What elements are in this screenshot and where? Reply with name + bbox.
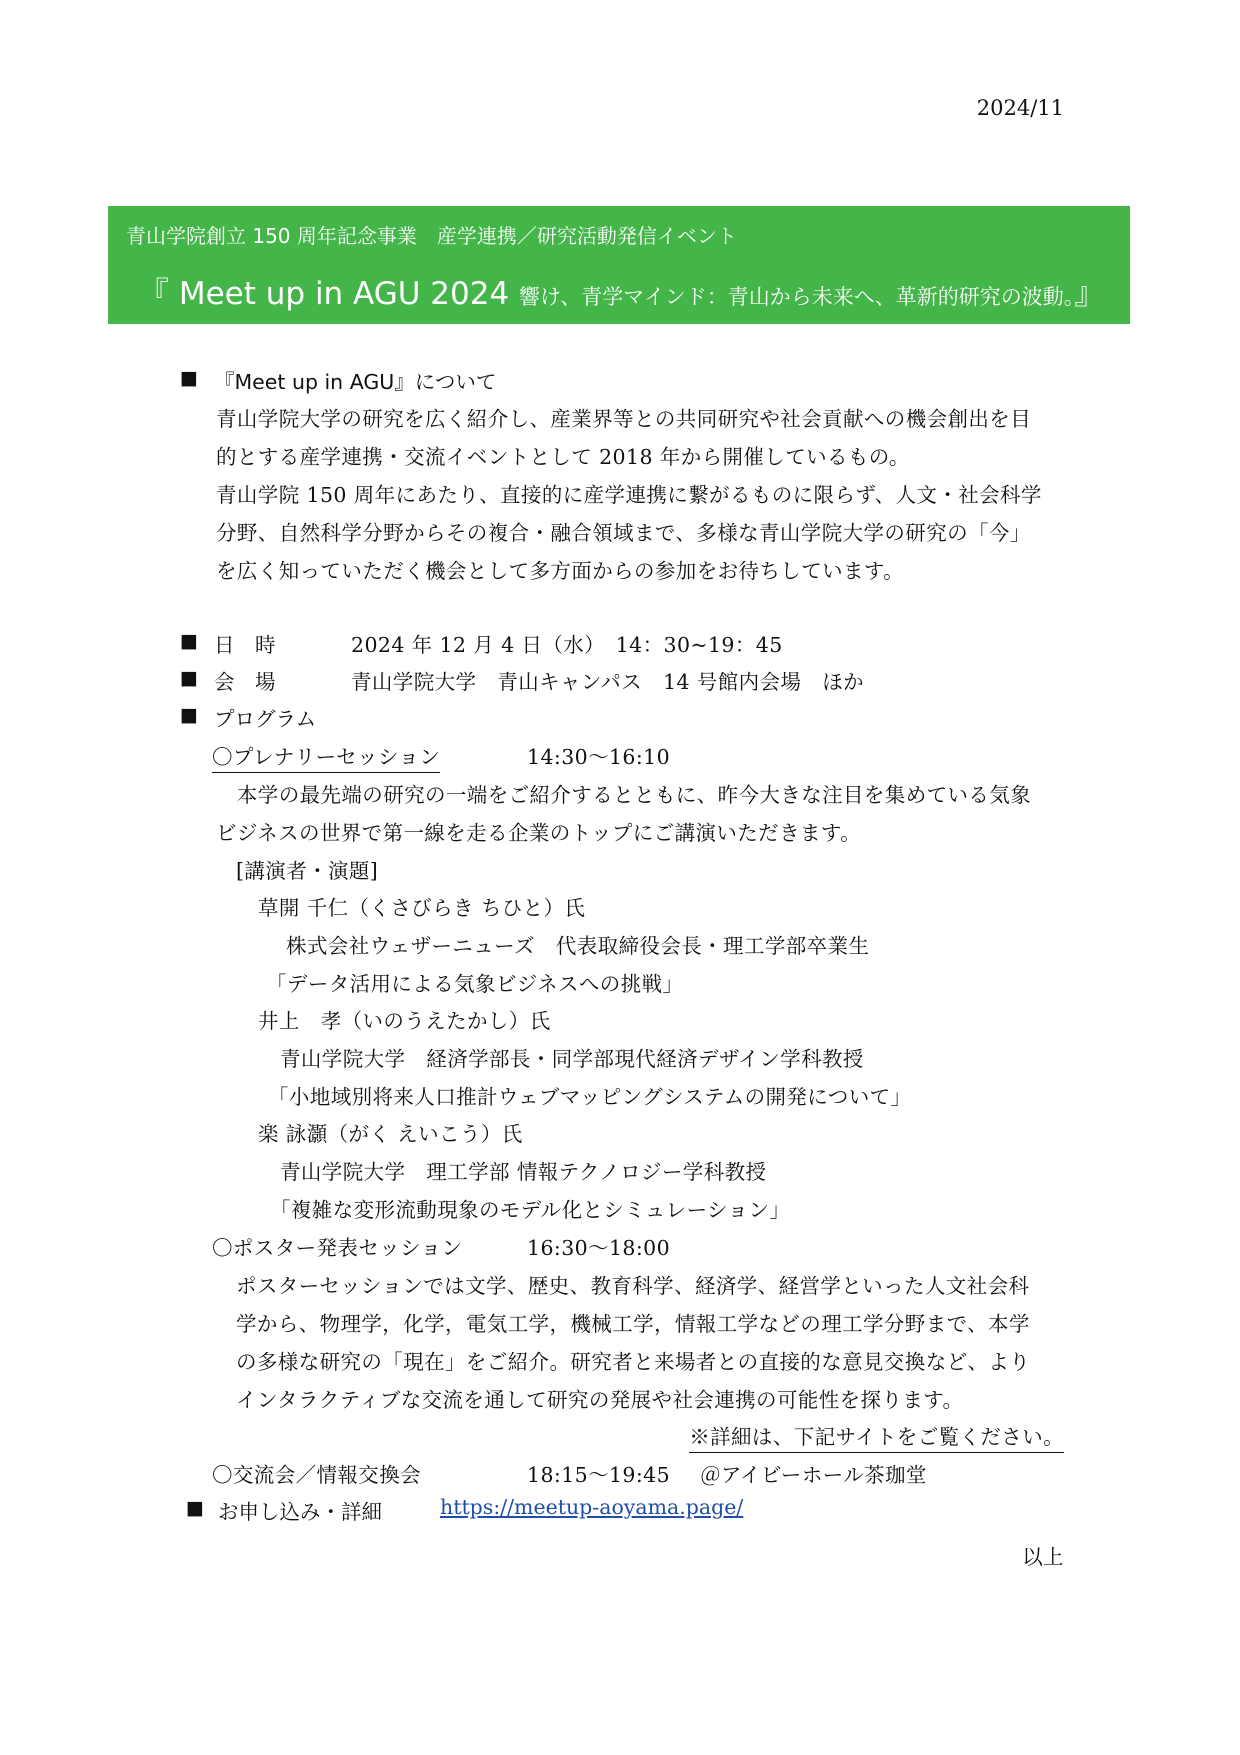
- square-bullet-icon: ■: [180, 667, 198, 689]
- closing-text: 以上: [1022, 1545, 1064, 1569]
- about-line: 分野、自然科学分野からその複合・融合領域まで、多様な青山学院大学の研究の「今」: [216, 521, 1031, 545]
- title-tagline: 響け、青学マインド：青山から未来へ、革新的研究の波動。: [519, 285, 1075, 309]
- banner-subtitle: 青山学院創立 150 周年記念事業 産学連携／研究活動発信イベント: [126, 224, 737, 248]
- speaker-topic: 「小地域別将来人口推計ウェブマッピングシステムの開発について」: [268, 1085, 912, 1109]
- poster-desc-line: 学から、物理学，化学，電気工学，機械工学，情報工学などの理工学分野まで、本学: [236, 1312, 1030, 1336]
- poster-session-title: 〇ポスター発表セッション: [212, 1236, 463, 1260]
- square-bullet-icon: ■: [186, 1497, 204, 1519]
- about-heading: 『Meet up in AGU』について: [214, 370, 497, 394]
- square-bullet-icon: ■: [180, 367, 198, 389]
- apply-link[interactable]: https://meetup-aoyama.page/: [440, 1495, 744, 1519]
- speaker-affiliation: 青山学院大学 経済学部長・同学部現代経済デザイン学科教授: [280, 1047, 864, 1071]
- poster-desc-line: インタラクティブな交流を通して研究の発展や社会連携の可能性を探ります。: [236, 1388, 964, 1412]
- plenary-desc-line: 本学の最先端の研究の一端をご紹介するとともに、昨今大きな注目を集めている気象: [216, 783, 1032, 807]
- speaker-topic: 「複雑な変形流動現象のモデル化とシミュレーション」: [270, 1198, 791, 1222]
- apply-label: お申し込み・詳細: [218, 1500, 382, 1524]
- about-line: 青山学院 150 周年にあたり、直接的に産学連携に繋がるものに限らず、人文・社会科学: [216, 483, 1042, 507]
- about-line: 的とする産学連携・交流イベントとして 2018 年から開催しているもの。: [216, 445, 910, 469]
- square-bullet-icon: ■: [180, 704, 198, 726]
- banner-title: [138, 268, 1105, 313]
- about-line: を広く知っていただく機会として多方面からの参加をお待ちしています。: [216, 559, 905, 583]
- plenary-session-title: 〇プレナリーセッション: [212, 740, 440, 773]
- venue-label: 会 場: [214, 670, 276, 694]
- poster-session-time: 16:30〜18:00: [527, 1236, 671, 1260]
- about-line: 青山学院大学の研究を広く紹介し、産業界等との共同研究や社会貢献への機会創出を目: [216, 407, 1032, 431]
- networking-title: 〇交流会／情報交換会: [212, 1463, 421, 1487]
- speakers-label: [講演者・演題]: [236, 859, 379, 883]
- speaker-affiliation: 青山学院大学 理工学部 情報テクノロジー学科教授: [280, 1160, 767, 1184]
- plenary-desc-line: ビジネスの世界で第一線を走る企業のトップにご講演いただきます。: [216, 821, 862, 845]
- speaker-name: 井上 孝（いのうえたかし）氏: [258, 1009, 551, 1033]
- poster-desc-line: の多様な研究の「現在」をご紹介。研究者と来場者との直接的な意見交換など、より: [236, 1350, 1031, 1374]
- title-open-bracket: 『: [138, 276, 169, 312]
- title-close-bracket: 』: [1074, 276, 1106, 312]
- speaker-topic: 「データ活用による気象ビジネスへの挑戦」: [266, 972, 684, 996]
- square-bullet-icon: ■: [180, 630, 198, 652]
- poster-note: ※詳細は、下記サイトをご覧ください。: [689, 1420, 1064, 1453]
- plenary-session-time: 14:30〜16:10: [527, 745, 671, 769]
- datetime-label: 日 時: [214, 633, 276, 657]
- title-main: Meet up in AGU 2024: [178, 276, 510, 312]
- program-heading: プログラム: [214, 707, 317, 731]
- poster-desc-line: ポスターセッションでは文学、歴史、教育科学、経済学、経営学といった人文社会科: [236, 1274, 1030, 1298]
- speaker-name: 草開 千仁（くさびらき ちひと）氏: [258, 896, 586, 920]
- datetime-value: 2024 年 12 月 4 日（水） 14：30~19：45: [351, 633, 783, 657]
- networking-place: ＠アイビーホール茶珈堂: [700, 1463, 927, 1487]
- speaker-affiliation: 株式会社ウェザーニューズ 代表取締役会長・理工学部卒業生: [286, 934, 870, 958]
- document-date: 2024/11: [976, 96, 1064, 120]
- event-banner: [108, 206, 1130, 324]
- venue-value: 青山学院大学 青山キャンパス 14 号館内会場 ほか: [351, 670, 865, 694]
- speaker-name: 楽 詠灝（がく えいこう）氏: [258, 1122, 523, 1146]
- networking-time: 18:15〜19:45: [527, 1463, 671, 1487]
